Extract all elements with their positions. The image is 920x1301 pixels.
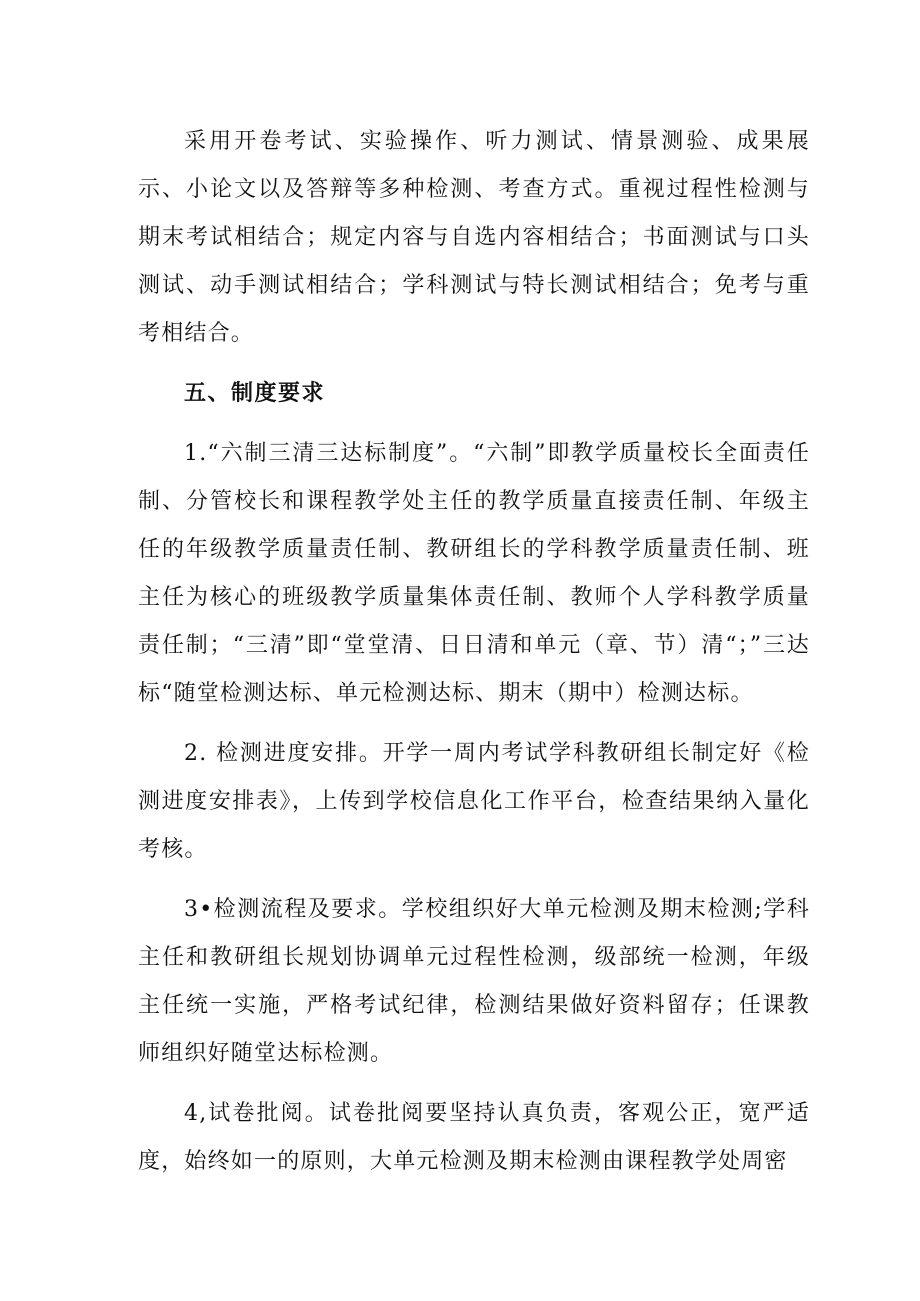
section-heading: 五、制度要求 xyxy=(184,381,326,406)
requirement-item-2: 2. 检测进度安排。开学一周内考试学科教研组长制定好《检测进度安排表》，上传到学校信息化工作平台，检查结果纳入量化考核。 xyxy=(138,741,810,862)
requirement-item-4: 4,试卷批阅。试卷批阅要坚持认真负责，客观公正，宽严适度，始终如一的原则，大单元检测及期末检测由课程教学处周密 xyxy=(138,1101,810,1174)
intro-paragraph: 采用开卷考试、实验操作、听力测试、情景测验、成果展示、小论文以及答辩等多种检测、考查方式。重视过程性检测与期末考试相结合；规定内容与自选内容相结合；书面测试与口头测试、动手测试相结合；学科测试与特长测试相结合；免考与重考相结合。 xyxy=(138,129,810,346)
requirement-item-1: 1.“六制三清三达标制度”。“六制”即教学质量校长全面责任制、分管校长和课程教学处主任的教学质量直接责任制、年级主任的年级教学质量责任制、教研组长的学科教学质量责任制、班主任为核心的班级教学质量集体责任制、教师个人学科教学质量责任制；“三清”即“堂堂清、日日清和单元（章、节）清“；”三达标“随堂检测达标、单元检测达标、期末（期中）检测达标。 xyxy=(138,441,810,706)
requirement-item-3: 3•检测流程及要求。学校组织好大单元检测及期末检测;学科主任和教研组长规划协调单元过程性检测，级部统一检测，年级主任统一实施，严格考试纪律，检测结果做好资料留存；任课教师组织好随堂达标检测。 xyxy=(138,897,810,1066)
document-body xyxy=(138,118,810,1198)
